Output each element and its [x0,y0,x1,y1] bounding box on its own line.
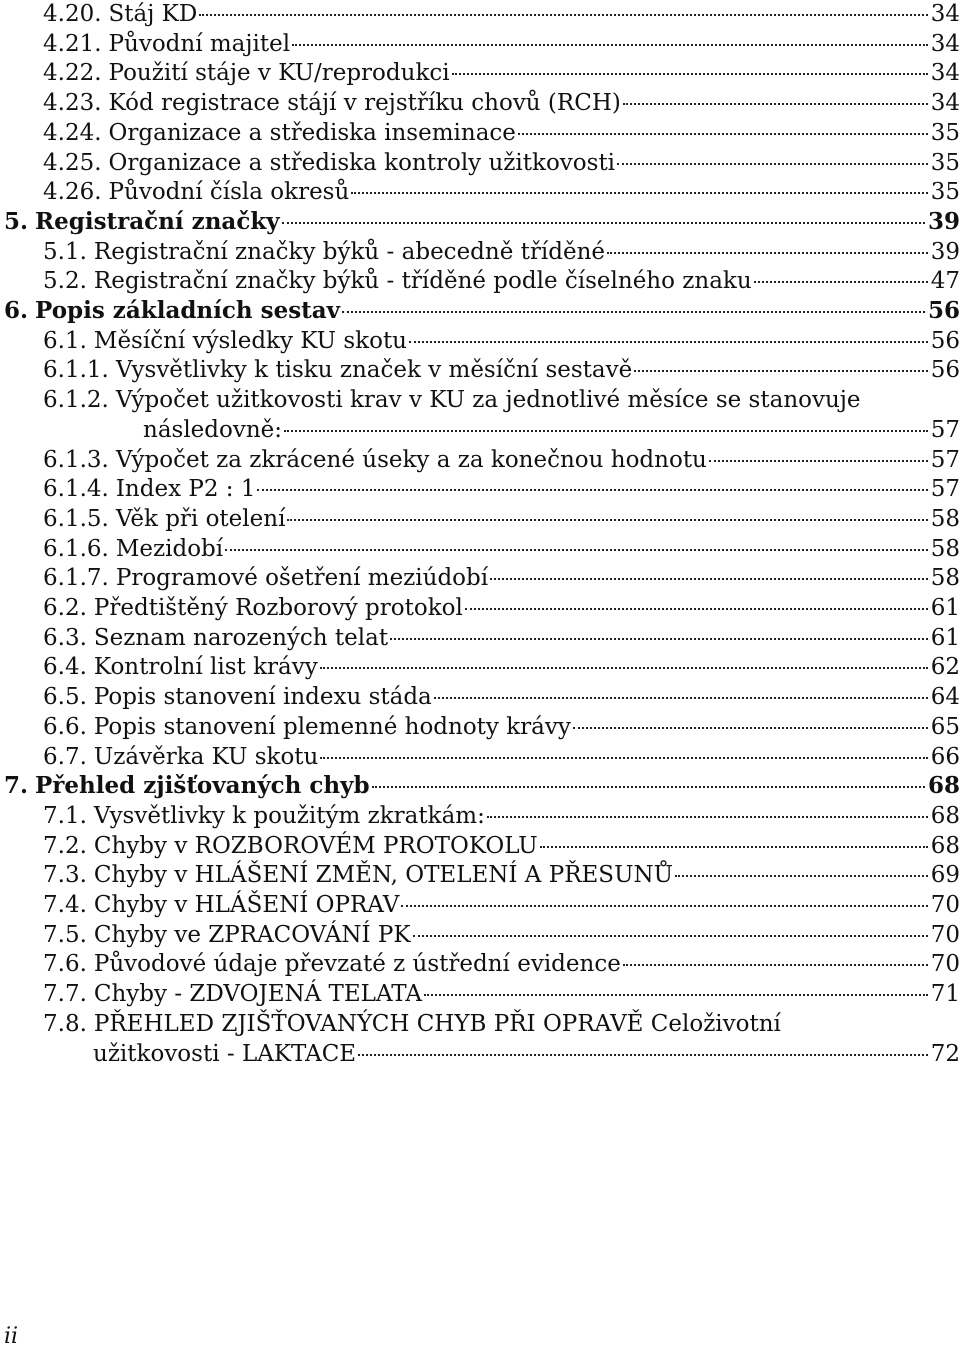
toc-dot-leader [351,192,927,194]
toc-entry-title: Organizace a střediska inseminace [108,119,516,146]
toc-entry-title: Popis stanovení plemenné hodnoty krávy [93,713,571,740]
toc-entry-page-number: 56 [930,357,960,384]
toc-entry-title: Registrační značky [35,207,280,235]
toc-entry-number: 6.1.7. [43,565,109,592]
toc-entry-page-number: 58 [930,565,960,592]
toc-entry-title: Popis stanovení indexu stáda [93,684,432,711]
toc-entry-number: 6.7. [43,743,87,770]
toc-entry-number: 6.6. [43,713,87,740]
toc-entry-number: 7.8. [43,1010,87,1037]
toc-entry-title: Výpočet užitkovosti krav v KU za jednotlivé měsíce se stanovuje [115,387,861,414]
toc-dot-leader [282,222,925,224]
toc-entry-number: 6.1. [43,327,87,354]
toc-dot-leader [434,697,928,699]
toc-entry-number: 4.25. [43,149,102,176]
toc-entry-page-number: 68 [930,802,960,829]
toc-entry-number: 4.24. [43,119,102,146]
toc-entry-page-number: 64 [930,684,960,711]
toc-entry-page-number: 57 [930,416,960,443]
toc-entry-page-number: 72 [930,1040,960,1067]
toc-entry-number: 6. [4,297,29,324]
toc-entry-number: 6.3. [43,624,87,651]
toc-dot-leader [225,549,928,551]
toc-entry-number: 6.1.2. [43,387,109,414]
toc-entry-title: Index P2 : 1 [115,476,256,503]
toc-entry-title: Měsíční výsledky KU skotu [93,327,407,354]
toc-entry-number: 6.2. [43,595,87,621]
toc-entry-number: 7.3. [43,862,87,889]
toc-dot-leader [754,281,928,283]
toc-entry-title: Původní čísla okresů [108,179,350,206]
toc-entry-title: Uzávěrka KU skotu [93,743,319,770]
toc-dot-leader [287,519,927,521]
toc-entry-number: 7.2. [43,832,87,859]
toc-entry-title: PŘEHLED ZJIŠŤOVANÝCH CHYB PŘI OPRAVĚ Celoživotní [93,1010,781,1037]
toc-entry-title: Registrační značky býků - tříděné podle číselného znaku [93,268,752,295]
toc-entry-number: 6.1.4. [43,476,109,503]
toc-entry-number: 4.22. [43,60,102,87]
toc-entry-page-number: 57 [930,476,960,503]
toc-dot-leader [358,1054,928,1056]
toc-dot-leader [452,73,928,75]
toc-entry-title: Kód registrace stájí v rejstříku chovů (RCH) [108,90,621,117]
toc-dot-leader [342,311,925,313]
toc-dot-leader [284,430,928,432]
toc-entry-page-number: 34 [930,60,960,87]
toc-entry-page-number: 62 [930,654,960,681]
toc-entry-page-number: 35 [930,179,960,206]
toc-entry-page-number: 61 [930,595,960,621]
toc-entry-title: Vysvětlivky k tisku značek v měsíční sestavě [115,357,633,384]
toc-entry-page-number: 61 [930,624,960,651]
toc-entry-title: Registrační značky býků - abecedně tříděné [93,238,605,265]
toc-entry-title: Programové ošetření meziúdobí [115,565,489,592]
toc-dot-leader [675,875,928,877]
toc-entry-page-number: 58 [930,535,960,562]
toc-entry-page-number: 39 [930,238,960,265]
toc-dot-leader [257,489,927,491]
toc-entry-page-number: 68 [927,772,960,800]
toc-dot-leader [623,964,928,966]
toc-entry-number: 4.20. [43,1,102,27]
toc-entry-title: Stáj KD [108,1,198,27]
toc-dot-leader [409,341,928,343]
toc-entry-number: 6.1.1. [43,357,109,384]
toc-entry-number: 5.1. [43,238,87,265]
toc-dot-leader [390,638,928,640]
toc-entry-title-continuation: následovně: [143,416,283,443]
toc-entry-number: 5. [4,207,29,235]
toc-dot-leader [199,14,927,16]
toc-dot-leader [465,608,928,610]
toc-entry-title: Věk při otelení [115,505,286,532]
toc-dot-leader [401,905,927,907]
toc-entry-title: Chyby - ZDVOJENÁ TELATA [93,981,422,1008]
toc-entry-page-number: 47 [930,268,960,295]
toc-dot-leader [573,727,928,729]
toc-entry-page-number: 66 [930,743,960,770]
toc-entry-number: 7.1. [43,802,87,829]
toc-entry-title: Organizace a střediska kontroly užitkovosti [108,149,616,176]
toc-entry-page-number: 57 [930,446,960,473]
toc-entry-number: 6.1.6. [43,535,109,562]
toc-entry-page-number: 35 [930,119,960,146]
toc-entry-number: 6.1.5. [43,505,109,532]
toc-entry-page-number: 70 [930,951,960,978]
toc-dot-leader [634,370,927,372]
toc-entry-number: 7.5. [43,921,87,948]
toc-entry-number: 6.5. [43,684,87,711]
toc-dot-leader [372,786,925,788]
toc-entry-page-number: 68 [930,832,960,859]
toc-dot-leader [518,133,928,135]
toc-entry-title: Původové údaje převzaté z ústřední evidence [93,951,621,978]
toc-entry-number: 6.4. [43,654,87,681]
toc-dot-leader [292,44,928,46]
toc-entry-page-number: 58 [930,505,960,532]
toc-entry-title: Předtištěný Rozborový protokol [93,595,463,621]
toc-dot-leader [413,935,928,937]
toc-entry-title: Chyby v ROZBOROVÉM PROTOKOLU [93,832,538,859]
toc-entry-page-number: 56 [930,327,960,354]
toc-entry-title: Kontrolní list krávy [93,654,318,681]
toc-dot-leader [607,252,928,254]
toc-entry-page-number: 71 [930,981,960,1008]
toc-entry-title: Mezidobí [115,535,224,562]
toc-entry-title: Vysvětlivky k použitým zkratkám: [93,802,485,829]
toc-entry-title: Chyby ve ZPRACOVÁNÍ PK [93,921,411,948]
toc-dot-leader [540,846,928,848]
toc-entry-number: 4.23. [43,90,102,117]
toc-entry-page-number: 35 [930,149,960,176]
toc-entry-title: Popis základních sestav [35,297,341,324]
toc-entry-number: 4.21. [43,30,102,57]
toc-entry-title: Chyby v HLÁŠENÍ ZMĚN, OTELENÍ A PŘESUNŮ [93,862,673,889]
toc-entry-number: 4.26. [43,179,102,206]
toc-entry-page-number: 65 [930,713,960,740]
toc-entry-number: 7.4. [43,892,87,918]
toc-entry-page-number: 56 [927,297,960,324]
page-number-footer: ii [4,1324,19,1349]
toc-dot-leader [487,816,928,818]
toc-entry-page-number: 34 [930,90,960,117]
toc-entry-number: 6.1.3. [43,446,109,473]
toc-entry-number: 5.2. [43,268,87,295]
toc-dot-leader [617,163,928,165]
toc-entry-page-number: 34 [930,1,960,27]
toc-entry-number: 7.7. [43,981,87,1008]
toc-dot-leader [320,757,927,759]
toc-entry-number: 7. [4,772,29,800]
toc-entry-page-number: 69 [930,862,960,889]
toc-entry-page-number: 34 [930,30,960,57]
toc-entry-page-number: 70 [930,921,960,948]
toc-dot-leader [320,667,928,669]
toc-entry-title: Přehled zjišťovaných chyb [35,772,370,800]
toc-entry-number: 7.6. [43,951,87,978]
toc-entry-title: Použití stáje v KU/reprodukci [108,60,450,87]
toc-dot-leader [623,103,928,105]
toc-dot-leader [709,460,928,462]
toc-entry-page-number: 70 [930,892,960,918]
toc-entry-title-continuation: užitkovosti - LAKTACE [93,1040,357,1067]
toc-dot-leader [424,994,928,996]
toc-dot-leader [490,578,928,580]
toc-entry-title: Seznam narozených telat [93,624,389,651]
toc-entry-title: Původní majitel [108,30,291,57]
toc-entry-title: Chyby v HLÁŠENÍ OPRAV [93,892,400,918]
toc-entry-page-number: 39 [927,207,960,235]
toc-entry-title: Výpočet za zkrácené úseky a za konečnou hodnotu [115,446,707,473]
